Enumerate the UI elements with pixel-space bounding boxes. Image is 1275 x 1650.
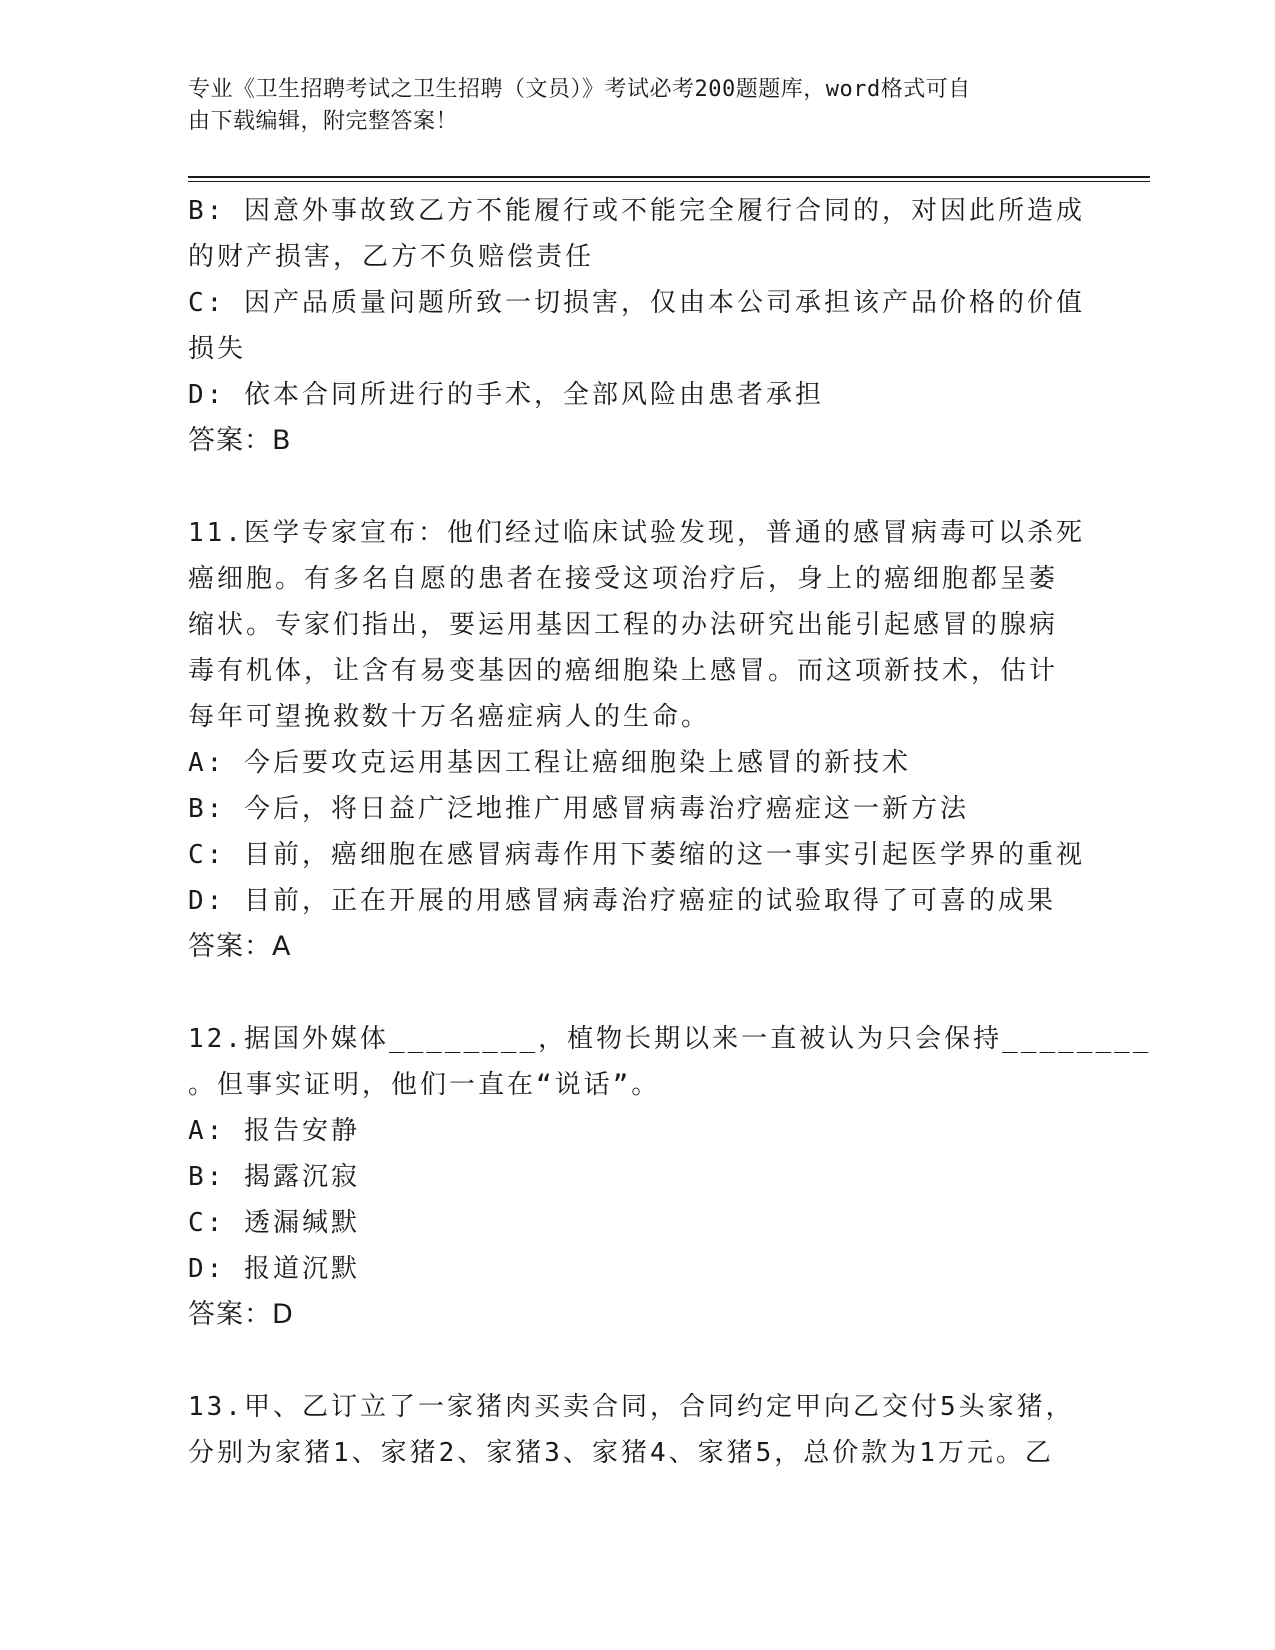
option-b: B: 揭露沉寂 (188, 1162, 360, 1192)
option-c: C: 目前，癌细胞在感冒病毒作用下萎缩的这一事实引起医学界的重视 (188, 840, 1085, 870)
page-header (188, 74, 1068, 138)
option-d: D: 目前，正在开展的用感冒病毒治疗癌症的试验取得了可喜的成果 (188, 886, 1056, 916)
option-c-line-1: C: 因产品质量问题所致一切损害，仅由本公司承担该产品价格的价值 (188, 288, 1085, 318)
question-stem-line: 缩状。专家们指出，要运用基因工程的办法研究出能引起感冒的腺病 (188, 610, 1059, 640)
answer: 答案：A (188, 931, 292, 962)
option-b: B: 今后，将日益广泛地推广用感冒病毒治疗癌症这一新方法 (188, 794, 969, 824)
document-body (188, 188, 1152, 1476)
question-stem-line: 13.甲、乙订立了一家猪肉买卖合同，合同约定甲向乙交付5头家猪， (188, 1392, 1075, 1422)
question-13 (188, 1384, 1078, 1476)
header-line-2: 由下载编辑，附完整答案！ (188, 109, 459, 134)
option-a: A: 报告安静 (188, 1116, 360, 1146)
header-line-1: 专业《卫生招聘考试之卫生招聘（文员）》考试必考200题题库，word格式可自 (188, 77, 971, 102)
header-rule-thick (188, 176, 1150, 178)
option-d: D: 报道沉默 (188, 1254, 360, 1284)
question-10-tail (188, 188, 1085, 464)
option-c: C: 透漏缄默 (188, 1208, 360, 1238)
header-rule-thin (188, 181, 1150, 182)
question-stem-line: 12.据国外媒体________，植物长期以来一直被认为只会保持________ (188, 1024, 1152, 1054)
option-c-line-2: 损失 (188, 334, 247, 364)
question-stem-line: 11.医学专家宣布：他们经过临床试验发现，普通的感冒病毒可以杀死 (188, 518, 1085, 548)
question-stem-line: 。但事实证明，他们一直在“说话”。 (188, 1070, 661, 1100)
spacer (188, 464, 1078, 510)
question-stem-line: 癌细胞。有多名自愿的患者在接受这项治疗后，身上的癌细胞都呈萎 (188, 564, 1059, 594)
question-11 (188, 510, 1085, 970)
option-b-line-1: B: 因意外事故致乙方不能履行或不能完全履行合同的，对因此所造成 (188, 196, 1085, 226)
question-12 (188, 1016, 1152, 1338)
option-b-line-2: 的财产损害，乙方不负赔偿责任 (188, 242, 595, 272)
answer: 答案：D (188, 1299, 294, 1330)
question-stem-line: 毒有机体，让含有易变基因的癌细胞染上感冒。而这项新技术，估计 (188, 656, 1059, 686)
answer: 答案：B (188, 425, 292, 456)
question-stem-line: 每年可望挽救数十万名癌症病人的生命。 (188, 702, 711, 732)
question-stem-line: 分别为家猪1、家猪2、家猪3、家猪4、家猪5，总价款为1万元。乙 (188, 1438, 1054, 1468)
option-d: D: 依本合同所进行的手术，全部风险由患者承担 (188, 380, 824, 410)
option-a: A: 今后要攻克运用基因工程让癌细胞染上感冒的新技术 (188, 748, 911, 778)
spacer (188, 970, 1078, 1016)
spacer (188, 1338, 1078, 1384)
